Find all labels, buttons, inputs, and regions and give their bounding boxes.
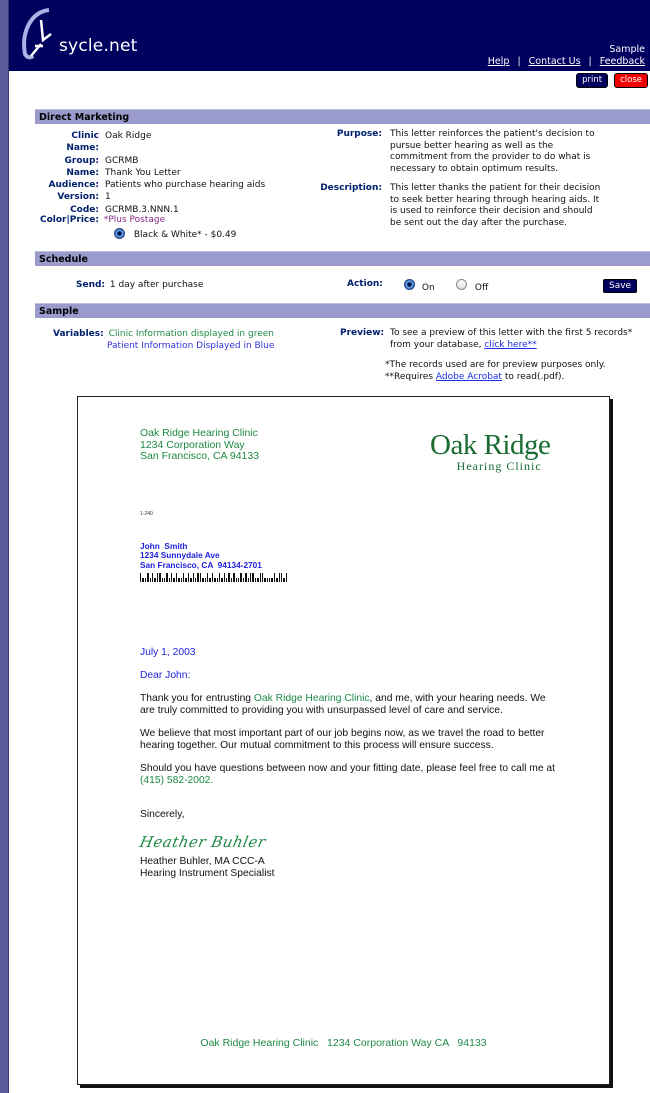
action-on-label: On	[421, 283, 435, 293]
p1-text: , and me, with your hearing needs. We are truly committed to providing you with unsurpassed level of care and service.	[140, 693, 546, 716]
barcode-bar	[243, 578, 244, 582]
clinic-logo-sub: Hearing Clinic	[456, 459, 542, 473]
send-label: Send:	[76, 280, 106, 290]
field-label: Version:	[57, 192, 99, 203]
barcode-bar	[264, 578, 265, 582]
description-text: This letter thanks the patient for their decision to seek better hearing through hearing aids. It is used to reinforce their decision and should be sent out the day after the purchase.	[390, 182, 601, 228]
barcode-bar	[162, 578, 163, 582]
signature: Heather Buhler	[138, 833, 268, 851]
barcode-bar	[236, 578, 237, 582]
signer-name: Heather Buhler, MA CCC-A	[140, 856, 265, 867]
barcode-bar	[147, 573, 148, 582]
top-toolbar	[576, 73, 648, 88]
postage-note: *Plus Postage	[103, 215, 166, 225]
letter-salutation: Dear John:	[140, 670, 191, 681]
price-option-radio[interactable]	[114, 228, 125, 239]
campaign-details	[38, 130, 265, 216]
acrobat-note-suffix: to read(.pdf).	[504, 372, 565, 383]
field-label: Group:	[64, 155, 99, 166]
barcode-bar	[228, 573, 229, 582]
barcode-bar	[173, 578, 174, 582]
barcode-bar	[260, 573, 261, 582]
clinic-name-value: Oak Ridge	[105, 131, 152, 141]
app-header	[9, 0, 650, 71]
barcode-bar	[193, 573, 194, 582]
records-note: *The records used are for preview purposes only.	[385, 360, 606, 371]
barcode-bar	[238, 578, 239, 582]
color-price-row	[40, 215, 165, 225]
feedback-link[interactable]: Feedback	[599, 56, 645, 67]
link-separator: |	[588, 56, 592, 67]
barcode-bar	[283, 578, 284, 582]
action-off-option[interactable]	[456, 279, 489, 293]
barcode-bar	[202, 578, 203, 582]
letter-date: July 1, 2003	[140, 647, 196, 658]
preview-click-here-link[interactable]: click here**	[484, 339, 537, 350]
clinic-logo	[430, 431, 550, 474]
barcode-bar	[281, 573, 282, 582]
variables-block	[53, 328, 274, 353]
letter-preview	[77, 396, 610, 1085]
barcode-bar	[178, 578, 179, 582]
barcode-bar	[274, 573, 275, 582]
barcode-bar	[181, 578, 182, 582]
letter-paragraph-1	[140, 693, 560, 717]
barcode-bar	[166, 573, 167, 582]
letter-paragraph-3	[140, 763, 560, 787]
action-on-radio[interactable]	[404, 279, 415, 290]
recipient-line: San Francisco, CA 94134-2701	[140, 559, 262, 570]
price-option[interactable]	[114, 228, 236, 239]
barcode-bar	[271, 578, 272, 582]
field-label: Name:	[66, 167, 99, 178]
p1-text: Thank you for entrusting	[140, 693, 252, 704]
sycle-logo[interactable]	[19, 6, 169, 62]
preview-block	[340, 328, 645, 384]
signer-title: Hearing Instrument Specialist	[140, 867, 275, 879]
clinic-logo-name: Oak Ridge	[430, 429, 551, 461]
recipient-address	[140, 542, 262, 570]
code-value: GCRMB.3.NNN.1	[105, 204, 179, 215]
barcode-bar	[245, 573, 246, 582]
letter-paragraph-2: We believe that most important part of our job begins now, as we travel the road to better hearing together. Our mutual commitment to this process will ensure success.	[140, 728, 545, 751]
return-address	[140, 428, 259, 463]
barcode-bar	[231, 578, 232, 582]
postal-barcode	[140, 572, 287, 582]
barcode-bar	[269, 578, 270, 582]
barcode-bar	[233, 573, 234, 582]
action-off-label: Off	[474, 283, 489, 293]
recipient-line: John Smith	[140, 541, 188, 551]
barcode-bar	[197, 573, 198, 582]
header-links	[488, 44, 645, 68]
section-sample: Sample	[35, 303, 650, 318]
help-link[interactable]: Help	[487, 56, 510, 67]
barcode-bar	[240, 573, 241, 582]
barcode-bar	[212, 573, 213, 582]
barcode-bar	[267, 578, 268, 582]
barcode-bar	[262, 573, 263, 582]
link-separator: |	[517, 56, 521, 67]
barcode-bar	[217, 578, 218, 582]
field-label: Code:	[70, 204, 99, 215]
barcode-bar	[279, 573, 280, 582]
variables-label: Variables:	[53, 329, 104, 339]
contact-us-link[interactable]: Contact Us	[528, 56, 581, 67]
barcode-bar	[176, 573, 177, 582]
send-row	[76, 280, 203, 290]
purpose-block	[315, 129, 645, 230]
barcode-bar	[195, 578, 196, 582]
name-value: Thank You Letter	[105, 167, 181, 178]
barcode-bar	[286, 573, 287, 582]
barcode-bar	[185, 578, 186, 582]
print-button[interactable]: print	[576, 73, 608, 88]
p1-clinic-name: Oak Ridge Hearing Clinic	[253, 693, 370, 704]
barcode-bar	[250, 573, 251, 582]
barcode-bar	[276, 578, 277, 582]
barcode-bar	[145, 578, 146, 582]
barcode-bar	[150, 578, 151, 582]
letter-footer: Oak Ridge Hearing Clinic 1234 Corporation Way CA 94133	[200, 1037, 487, 1049]
barcode-bar	[152, 573, 153, 582]
group-value: GCRMB	[105, 155, 139, 166]
barcode-bar	[226, 578, 227, 582]
barcode-bar	[154, 578, 155, 582]
letter-closing: Sincerely,	[140, 809, 185, 820]
send-value: 1 day after purchase	[109, 280, 204, 290]
barcode-bar	[159, 573, 160, 582]
p3-phone: (415) 582-2002	[140, 774, 211, 786]
preview-text: To see a preview of this letter with the first 5 records* from your database,	[390, 328, 633, 350]
barcode-bar	[190, 578, 191, 582]
swirl-logo-icon	[19, 6, 59, 62]
recipient-line: 1234 Sunnydale Ave	[140, 550, 220, 561]
barcode-bar	[164, 578, 165, 582]
return-address-line: San Francisco, CA 94133	[140, 450, 260, 462]
barcode-bar	[205, 578, 206, 582]
signer-block	[140, 856, 560, 879]
price-option-label: Black & White* - $0.49	[133, 230, 237, 240]
p3-text: .	[210, 774, 214, 786]
barcode-bar	[248, 578, 249, 582]
barcode-bar	[169, 578, 170, 582]
barcode-bar	[207, 573, 208, 582]
p3-text: Should you have questions between now and your fitting date, please feel free to call me at	[140, 763, 556, 774]
context-label: Sample	[609, 44, 645, 55]
mail-code: 1-240	[140, 511, 153, 517]
barcode-bar	[209, 578, 210, 582]
purpose-label: Purpose:	[336, 129, 382, 139]
barcode-bar	[221, 578, 222, 582]
barcode-bar	[157, 573, 158, 582]
barcode-bar	[255, 578, 256, 582]
barcode-bar	[214, 578, 215, 582]
save-button[interactable]: Save	[603, 279, 637, 293]
barcode-bar	[188, 573, 189, 582]
action-off-radio[interactable]	[456, 279, 467, 290]
barcode-bar	[140, 573, 141, 582]
audience-value: Patients who purchase hearing aids	[105, 180, 266, 191]
color-price-label: Color|Price:	[40, 215, 99, 225]
logo-text: sycle.net	[59, 36, 138, 56]
barcode-bar	[171, 573, 172, 582]
barcode-bar	[219, 573, 220, 582]
adobe-acrobat-link[interactable]: Adobe Acrobat	[435, 372, 502, 383]
acrobat-note-prefix: **Requires	[385, 372, 434, 383]
section-schedule: Schedule	[35, 251, 650, 266]
preview-label: Preview:	[340, 328, 385, 338]
return-address-line: Oak Ridge Hearing Clinic	[140, 427, 258, 439]
close-button[interactable]: close	[614, 73, 648, 88]
barcode-bar	[224, 573, 225, 582]
barcode-bar	[257, 578, 258, 582]
version-value: 1	[105, 192, 111, 203]
barcode-bar	[200, 573, 201, 582]
left-edge-bar	[0, 0, 9, 1093]
action-label: Action:	[347, 279, 383, 289]
return-address-line: 1234 Corporation Way	[140, 438, 245, 451]
field-label: Audience:	[48, 180, 99, 191]
field-label: Clinic Name:	[66, 131, 99, 154]
barcode-bar	[183, 573, 184, 582]
section-direct-marketing: Direct Marketing	[35, 109, 650, 124]
barcode-bar	[252, 573, 253, 582]
variables-patient: Patient Information Displayed in Blue	[107, 341, 275, 352]
description-label: Description:	[320, 182, 382, 193]
action-on-option[interactable]	[404, 279, 435, 293]
variables-clinic: Clinic Information displayed in green	[108, 329, 274, 339]
purpose-text: This letter reinforces the patient's decision to pursue better hearing as well as the commitment from the provider to do what is necessary to obtain optimum results.	[390, 129, 595, 175]
barcode-bar	[142, 578, 143, 582]
